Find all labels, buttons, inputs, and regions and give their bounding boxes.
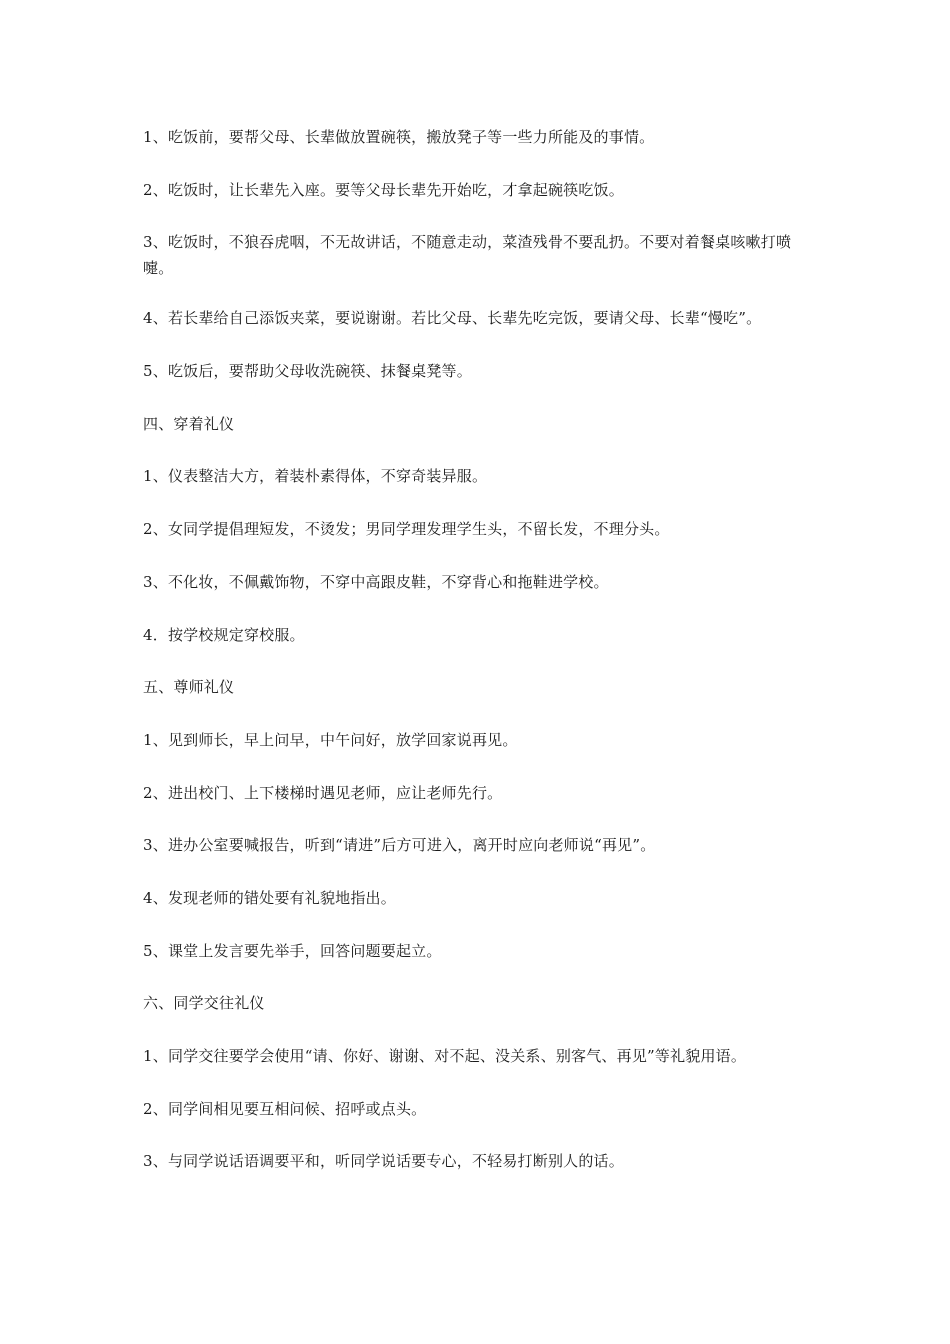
list-item: 5、课堂上发言要先举手，回答问题要起立。 — [143, 941, 442, 960]
document-body — [143, 124, 815, 1201]
list-item: 1、见到师长，早上问早，中午问好，放学回家说再见。 — [143, 730, 518, 749]
list-item: 2、进出校门、上下楼梯时遇见老师，应让老师先行。 — [143, 783, 503, 802]
list-item: 2、吃饭时，让长辈先入座。要等父母长辈先开始吃，才拿起碗筷吃饭。 — [143, 180, 624, 199]
list-item: 2、女同学提倡理短发，不烫发；男同学理发理学生头，不留长发，不理分头。 — [143, 520, 670, 539]
section-heading-respect-teachers: 五、尊师礼仪 — [143, 678, 235, 697]
list-item: 4、发现老师的错处要有礼貌地指出。 — [143, 888, 396, 907]
list-item: 2、同学间相见要互相问候、招呼或点头。 — [143, 1099, 427, 1118]
list-item: 3、与同学说话语调要平和，听同学说话要专心，不轻易打断别人的话。 — [143, 1152, 624, 1171]
list-item: 1、吃饭前，要帮父母、长辈做放置碗筷，搬放凳子等一些力所能及的事情。 — [143, 128, 655, 146]
list-item: 3、吃饭时，不狼吞虎咽，不无故讲话，不随意走动，菜渣残骨不要乱扔。不要对着餐桌咳嗽打喷嚏。 — [143, 233, 792, 278]
list-item: 3、进办公室要喊报告，听到“请进”后方可进入，离开时应向老师说“再见”。 — [143, 836, 656, 855]
list-item: 3、不化妆，不佩戴饰物，不穿中高跟皮鞋，不穿背心和拖鞋进学校。 — [143, 572, 609, 591]
list-item: 4．按学校规定穿校服。 — [143, 625, 305, 644]
list-item: 1、同学交往要学会使用“请、你好、谢谢、对不起、没关系、别客气、再见”等礼貌用语。 — [143, 1047, 747, 1065]
section-heading-dress-etiquette: 四、穿着礼仪 — [143, 414, 235, 433]
list-item: 1、仪表整洁大方，着装朴素得体，不穿奇装异服。 — [143, 467, 488, 486]
section-heading-classmate-etiquette: 六、同学交往礼仪 — [143, 994, 265, 1013]
list-item: 4、若长辈给自己添饭夹菜，要说谢谢。若比父母、长辈先吃完饭，要请父母、长辈“慢吃”。 — [143, 309, 762, 328]
list-item: 5、吃饭后，要帮助父母收洗碗筷、抹餐桌凳等。 — [143, 362, 472, 381]
